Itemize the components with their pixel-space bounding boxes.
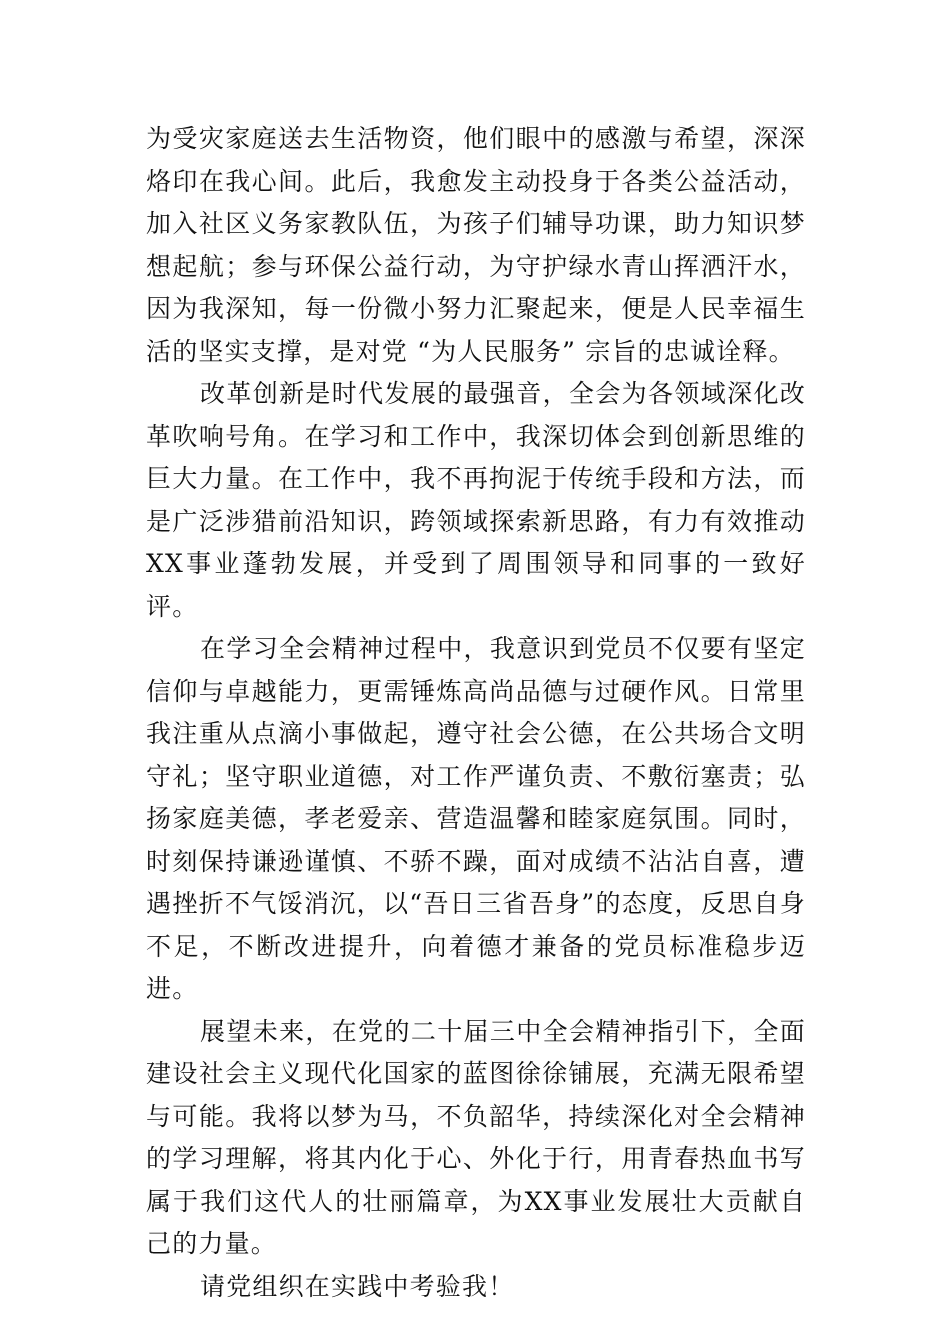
paragraph-4: 展望未来，在党的二十届三中全会精神指引下，全面建设社会主义现代化国家的蓝图徐徐铺展，充满无限希望与可能。我将以梦为马，不负韶华，持续深化对全会精神的学习理解，将其内化于心、外化于行，用青春热血书写属于我们这代人的壮丽篇章，为XX事业发展壮大贡献自己的力量。 <box>146 1016 806 1258</box>
paragraph-2: 改革创新是时代发展的最强音，全会为各领域深化改革吹响号角。在学习和工作中，我深切体会到创新思维的巨大力量。在工作中，我不再拘泥于传统手段和方法，而是广泛涉猎前沿知识，跨领域探索新思路，有力有效推动XX事业蓬勃发展，并受到了周围领导和同事的一致好评。 <box>146 379 806 621</box>
paragraph-3: 在学习全会精神过程中，我意识到党员不仅要有坚定信仰与卓越能力，更需锤炼高尚品德与过硬作风。日常里我注重从点滴小事做起，遵守社会公德，在公共场合文明守礼；坚守职业道德，对工作严谨负责、不敷衍塞责；弘扬家庭美德，孝老爱亲、营造温馨和睦家庭氛围。同时，时刻保持谦逊谨慎、不骄不躁，面对成绩不沾沾自喜，遭遇挫折不气馁消沉，以“吾日三省吾身”的态度，反思自身不足，不断改进提升，向着德才兼备的党员标准稳步迈进。 <box>146 634 806 1003</box>
document-body <box>146 118 806 1308</box>
paragraph-5: 请党组织在实践中考验我！ <box>200 1271 515 1301</box>
paragraph-1: 为受灾家庭送去生活物资，他们眼中的感激与希望，深深烙印在我心间。此后，我愈发主动投身于各类公益活动，加入社区义务家教队伍，为孩子们辅导功课，助力知识梦想起航；参与环保公益行动，为守护绿水青山挥洒汗水，因为我深知，每一份微小努力汇聚起来，便是人民幸福生活的坚实支撑，是对党 “为人民服务” 宗旨的忠诚诠释。 <box>146 124 806 366</box>
